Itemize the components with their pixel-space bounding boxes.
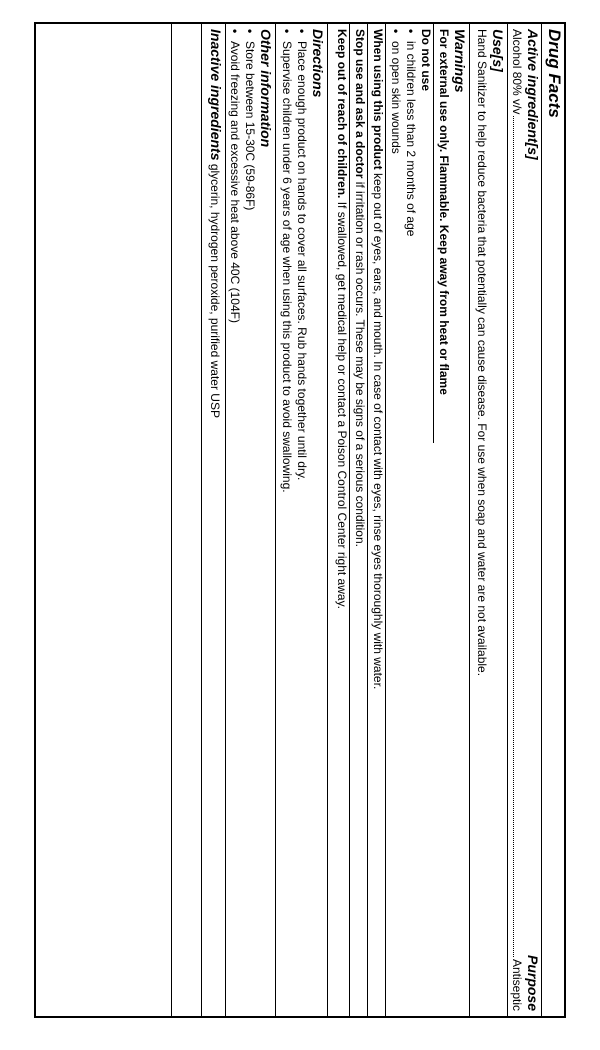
divider (327, 23, 328, 1017)
divider (367, 23, 368, 1017)
other-information-section (227, 23, 274, 1017)
direction-item: • Supervise children under 6 years of age when using this product to avoid swallowing. (279, 29, 294, 1011)
purpose-heading: Purpose (525, 954, 541, 1011)
do-not-use-item: • on open skin wounds (388, 29, 403, 1011)
drug-facts-panel (38, 23, 566, 1017)
external-use-warning: For external use only. Flammable. Keep away from heat or flame (437, 29, 451, 395)
inactive-ingredients-heading: Inactive ingredients (208, 29, 224, 161)
directions-section (279, 23, 326, 1017)
dot-leader (513, 116, 514, 957)
active-heading-row (524, 29, 541, 1011)
divider (469, 23, 470, 1017)
divider (507, 23, 508, 1017)
when-using-section (370, 23, 385, 1017)
stop-use-label: Stop use and ask a doctor (353, 29, 367, 179)
divider (171, 23, 172, 1017)
other-information-item: • Store between 15-30C (59-86F) (242, 29, 257, 1011)
uses-section (474, 23, 506, 1017)
inactive-ingredients-section (207, 23, 224, 1017)
other-information-heading: Other information (258, 29, 274, 148)
keep-out-label: Keep out of reach of children. (335, 29, 349, 199)
divider (433, 23, 434, 443)
divider (225, 23, 226, 1017)
title-section (544, 23, 564, 1017)
other-information-item: • Avoid freezing and excessive heat above 40C (104F) (227, 29, 242, 1011)
active-ingredient-section (509, 23, 541, 1017)
keep-out-section (334, 23, 349, 1017)
active-ingredient-name: Alcohol 80% v/v (510, 29, 524, 115)
warnings-section (436, 23, 468, 1017)
uses-heading: Use[s] (490, 29, 506, 72)
drug-facts-title: Drug Facts (545, 29, 564, 118)
active-ingredient-row (509, 29, 524, 1011)
active-ingredient-heading: Active ingredient[s] (525, 29, 541, 160)
uses-text: Hand Sanitizer to help reduce bacteria that potentially can cause disease. For use when soap and water are not available. (475, 29, 489, 677)
divider (201, 23, 202, 1017)
do-not-use-section (388, 23, 433, 1017)
warnings-heading: Warnings (452, 29, 468, 93)
direction-item: • Place enough product on hands to cover all surfaces. Rub hands together until dry. (294, 29, 309, 1011)
directions-heading: Directions (310, 29, 326, 98)
when-using-label: When using this product (371, 29, 385, 170)
active-ingredient-purpose: Antiseptic (510, 958, 524, 1011)
do-not-use-heading: Do not use (419, 29, 433, 91)
inactive-ingredients-text: glycerin, hydrogen peroxide, purified water USP (208, 160, 222, 418)
divider (349, 23, 350, 1017)
keep-out-text: If swallowed, get medical help or contact a Poison Control Center right away. (335, 198, 349, 610)
divider (541, 23, 542, 1017)
divider (385, 23, 386, 1017)
do-not-use-item: • in children less than 2 months of age (403, 29, 418, 1011)
when-using-text: keep out of eyes, ears, and mouth. In case of contact with eyes, rinse eyes thoroughly with water. (371, 169, 385, 690)
stop-use-text: if irritation or rash occurs. These may be signs of a serious condition. (353, 178, 367, 547)
stop-use-section (352, 23, 367, 1017)
divider (275, 23, 276, 1017)
